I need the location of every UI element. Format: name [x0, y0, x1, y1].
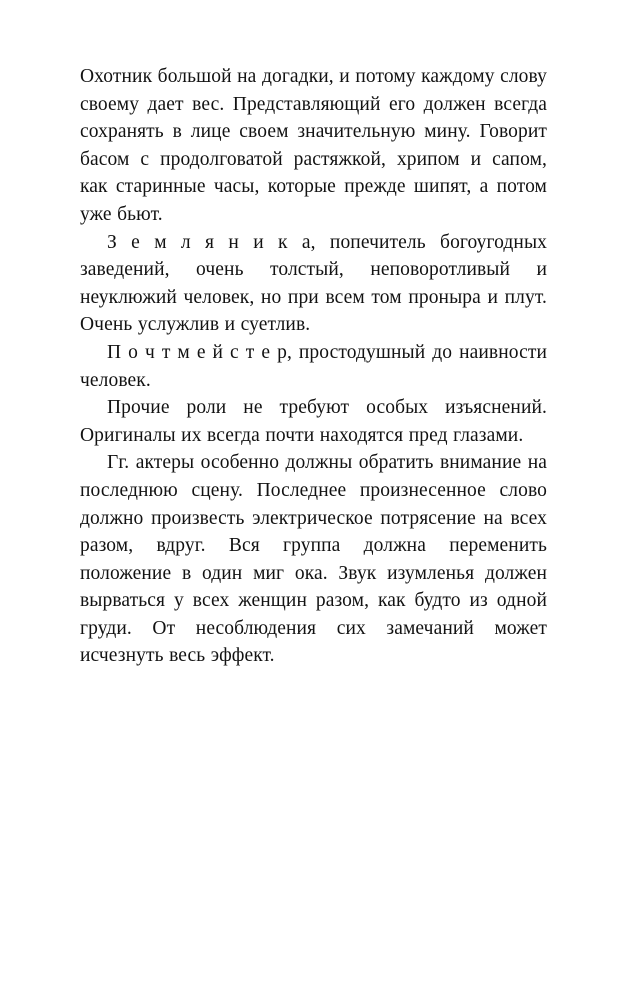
paragraph-gg-aktery: Гг. актеры особенно должны обратить внимание на последнюю сцену. Последнее произнесенное слово должно произвесть электрическое потрясение на всех разом, вдруг. Вся группа должна переменить положение в один миг ока. Звук изумленья должен вырваться у всех женщин разом, как будто из одной груди. От несоблюдения сих замечаний может исчезнуть весь эффект. [80, 452, 547, 667]
paragraph-pochtmeyster: П о ч т м е й с т е р, простодушный до наивности человек. [80, 341, 547, 391]
paragraph-prochie-roli: Прочие роли не требуют особых изъяснений. Оригиналы их всегда почти находятся пред глазами. [80, 397, 547, 446]
paragraph-okhotnik: Охотник большой на догадки, и потому каждому слову своему дает вес. Представляющий его должен всегда сохранять в лице своем значительную мину. Говорит басом с продолговатой растяжкой, хрипом и сапом, как старинные часы, которые прежде шипят, а потом уже бьют. [80, 66, 547, 225]
book-page [80, 63, 547, 670]
paragraph-zemlyanika: З е м л я н и к а, попечитель богоугодных заведений, очень толстый, неповоротливый и неуклюжий человек, но при всем том проныра и плут. Очень услужлив и суетлив. [80, 231, 547, 336]
